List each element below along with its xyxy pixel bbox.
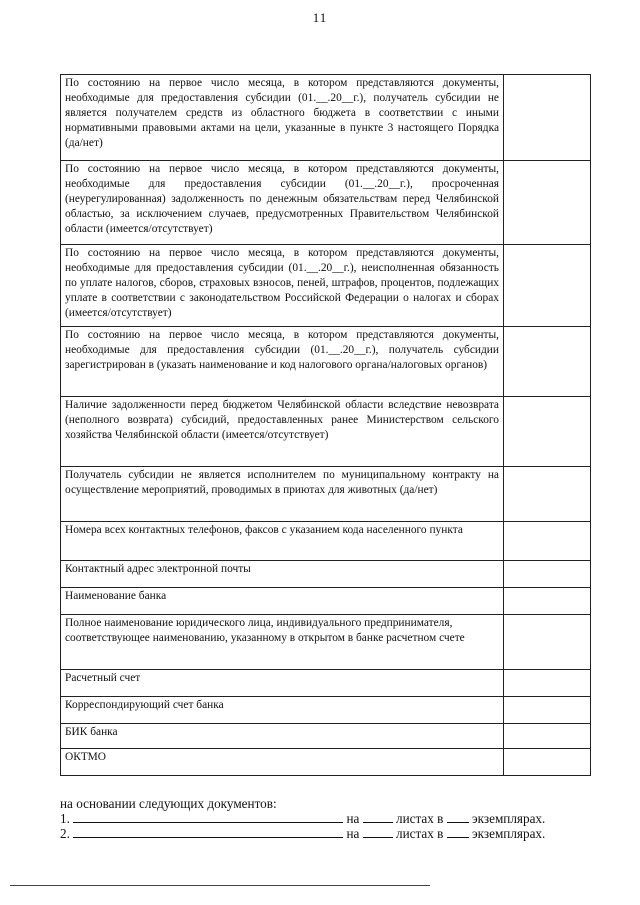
document-copies-label: экземплярах. bbox=[471, 811, 546, 826]
document-on-label: на bbox=[346, 811, 360, 826]
document-number: 1. bbox=[60, 811, 70, 826]
document-number: 2. bbox=[60, 826, 70, 841]
row-value-cell[interactable] bbox=[504, 724, 591, 749]
document-sheets-label: листах в bbox=[396, 826, 444, 841]
row-value-cell[interactable] bbox=[504, 670, 591, 697]
row-value-cell[interactable] bbox=[504, 697, 591, 724]
row-value-cell[interactable] bbox=[504, 75, 591, 161]
table-row bbox=[61, 561, 591, 588]
row-value-cell[interactable] bbox=[504, 522, 591, 561]
table-row bbox=[61, 161, 591, 245]
sheets-count-field[interactable] bbox=[363, 811, 393, 823]
row-label: Номера всех контактных телефонов, факсов с указанием кода населенного пункта bbox=[61, 522, 504, 561]
row-label: Наименование банка bbox=[61, 588, 504, 615]
table-row bbox=[61, 749, 591, 776]
document-on-label: на bbox=[346, 826, 360, 841]
table-row bbox=[61, 697, 591, 724]
row-label: Наличие задолженности перед бюджетом Челябинской области вследствие невозврата (неполного возврата) субсидий, предоставленных ранее Министерством сельского хозяйства Челябинской области (имеется/отсутствует) bbox=[61, 397, 504, 467]
bottom-divider bbox=[10, 885, 430, 886]
table-row bbox=[61, 467, 591, 522]
row-value-cell[interactable] bbox=[504, 588, 591, 615]
row-value-cell[interactable] bbox=[504, 561, 591, 588]
row-value-cell[interactable] bbox=[504, 615, 591, 670]
document-line bbox=[60, 826, 585, 841]
document-line bbox=[60, 811, 585, 826]
row-value-cell[interactable] bbox=[504, 749, 591, 776]
table-row bbox=[61, 724, 591, 749]
row-label: ОКТМО bbox=[61, 749, 504, 776]
table-row bbox=[61, 615, 591, 670]
row-label: Контактный адрес электронной почты bbox=[61, 561, 504, 588]
table-row bbox=[61, 522, 591, 561]
row-label: По состоянию на первое число месяца, в котором представляются документы, необходимые для предоставления субсидии (01.__.20__г.), получатель субсидии зарегистрирован в (указать наименование и код налогового органа/налоговых органов) bbox=[61, 327, 504, 397]
document-sheets-label: листах в bbox=[396, 811, 444, 826]
table-row bbox=[61, 670, 591, 697]
row-value-cell[interactable] bbox=[504, 327, 591, 397]
row-label: По состоянию на первое число месяца, в котором представляются документы, необходимые для предоставления субсидии (01.__.20__г.), получатель субсидии не является получателем средств из областного бюджета в соответствии с иными нормативными правовыми актами на цели, указанные в пункте 3 настоящего Порядка (да/нет) bbox=[61, 75, 504, 161]
row-label: По состоянию на первое число месяца, в котором представляются документы, необходимые для предоставления субсидии (01.__.20__г.), неисполненная обязанность по уплате налогов, сборов, страховых взносов, пеней, штрафов, процентов, подлежащих уплате в соответствии с законодательством Российской Федерации о налогах и сборах (имеется/отсутствует) bbox=[61, 245, 504, 327]
subsidy-info-table bbox=[60, 74, 591, 776]
row-label: Корреспондирующий счет банка bbox=[61, 697, 504, 724]
table-row bbox=[61, 588, 591, 615]
row-label: Расчетный счет bbox=[61, 670, 504, 697]
document-name-field[interactable] bbox=[73, 826, 343, 838]
table-row bbox=[61, 75, 591, 161]
row-label: Получатель субсидии не является исполнителем по муниципальному контракту на осуществление мероприятий, проводимых в приютах для животных (да/нет) bbox=[61, 467, 504, 522]
copies-count-field[interactable] bbox=[447, 811, 469, 823]
document-copies-label: экземплярах. bbox=[471, 826, 546, 841]
row-value-cell[interactable] bbox=[504, 245, 591, 327]
copies-count-field[interactable] bbox=[447, 826, 469, 838]
table-row bbox=[61, 245, 591, 327]
documents-intro: на основании следующих документов: bbox=[60, 796, 277, 811]
documents-list bbox=[60, 796, 585, 841]
document-name-field[interactable] bbox=[73, 811, 343, 823]
row-label: По состоянию на первое число месяца, в котором представляются документы, необходимые для предоставления субсидии (01.__.20__г.), просроченная (неурегулированная) задолженность по денежным обязательствам перед Челябинской областью, за исключением случаев, предусмотренных Правительством Челябинской области (имеется/отсутствует) bbox=[61, 161, 504, 245]
row-label: БИК банка bbox=[61, 724, 504, 749]
sheets-count-field[interactable] bbox=[363, 826, 393, 838]
page-number: 11 bbox=[312, 10, 328, 25]
table-row bbox=[61, 397, 591, 467]
row-value-cell[interactable] bbox=[504, 161, 591, 245]
table-row bbox=[61, 327, 591, 397]
row-value-cell[interactable] bbox=[504, 467, 591, 522]
row-value-cell[interactable] bbox=[504, 397, 591, 467]
row-label: Полное наименование юридического лица, индивидуального предпринимателя, соответствующее наименованию, указанному в открытом в банке расчетном счете bbox=[61, 615, 504, 670]
